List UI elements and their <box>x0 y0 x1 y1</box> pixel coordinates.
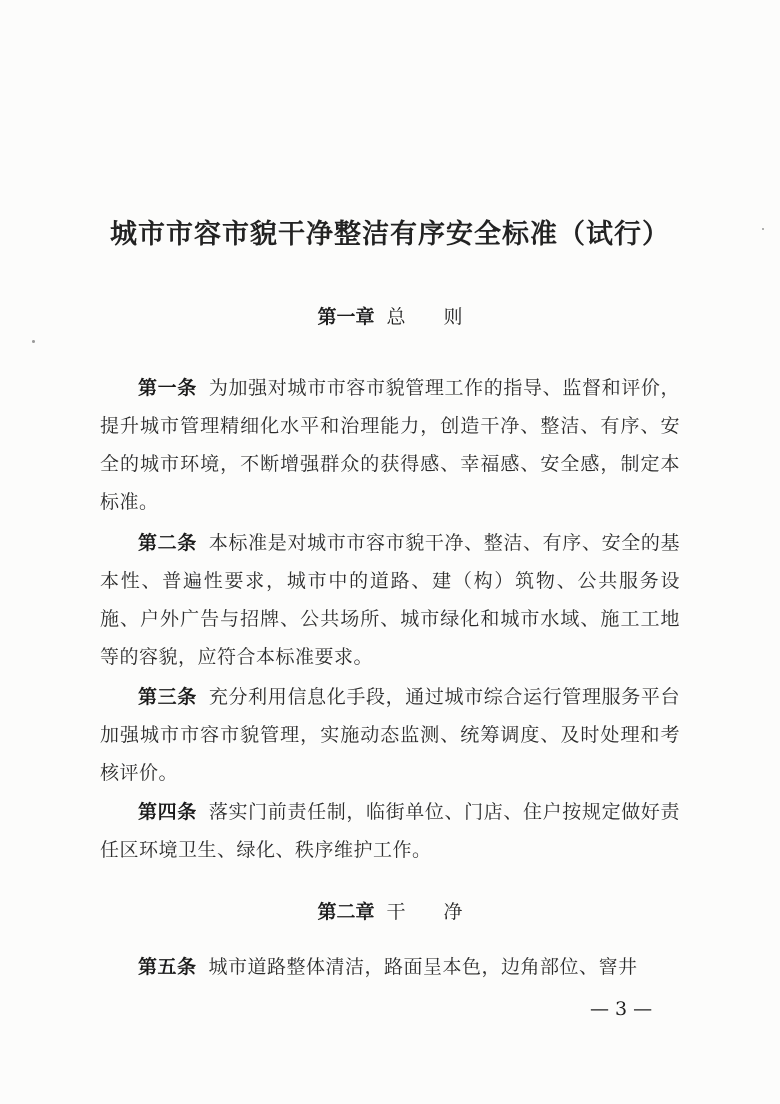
article-4 <box>100 793 680 869</box>
scan-speck <box>32 340 35 343</box>
page-number: — 3 — <box>590 998 653 1020</box>
article-label: 第四条 <box>138 801 197 823</box>
article-text: 本标准是对城市市容市貌干净、整洁、有序、安全的基本性、普遍性要求，城市中的道路、建（构）筑物、公共服务设施、户外广告与招牌、公共场所、城市绿化和城市水域、施工工地等的容貌，应符合本标准要求。 <box>100 532 680 668</box>
article-1 <box>100 369 680 521</box>
article-5 <box>100 948 680 986</box>
document-title: 城市市容市貌干净整洁有序安全标准（试行） <box>110 219 670 250</box>
article-label: 第三条 <box>138 686 197 708</box>
chapter-label: 第二章 <box>317 901 375 923</box>
chapter-name: 干 净 <box>386 901 463 923</box>
article-text: 为加强对城市市容市貌管理工作的指导、监督和评价，提升城市管理精细化水平和治理能力，创造干净、整洁、有序、安全的城市环境，不断增强群众的获得感、幸福感、安全感，制定本标准。 <box>100 377 680 513</box>
chapter-label: 第一章 <box>317 306 375 328</box>
article-label: 第五条 <box>138 956 197 978</box>
article-2 <box>100 524 680 676</box>
article-text: 充分利用信息化手段，通过城市综合运行管理服务平台加强城市市容市貌管理，实施动态监测、统筹调度、及时处理和考核评价。 <box>100 686 680 784</box>
article-text: 落实门前责任制，临街单位、门店、住户按规定做好责任区环境卫生、绿化、秩序维护工作。 <box>100 801 680 861</box>
chapter-heading-1 <box>0 302 780 329</box>
article-label: 第一条 <box>138 377 197 399</box>
chapter-name: 总 则 <box>386 306 463 328</box>
article-text: 城市道路整体清洁，路面呈本色，边角部位、窨井 <box>208 956 638 978</box>
chapter-heading-2 <box>0 897 780 924</box>
article-label: 第二条 <box>138 532 197 554</box>
article-3 <box>100 678 680 792</box>
